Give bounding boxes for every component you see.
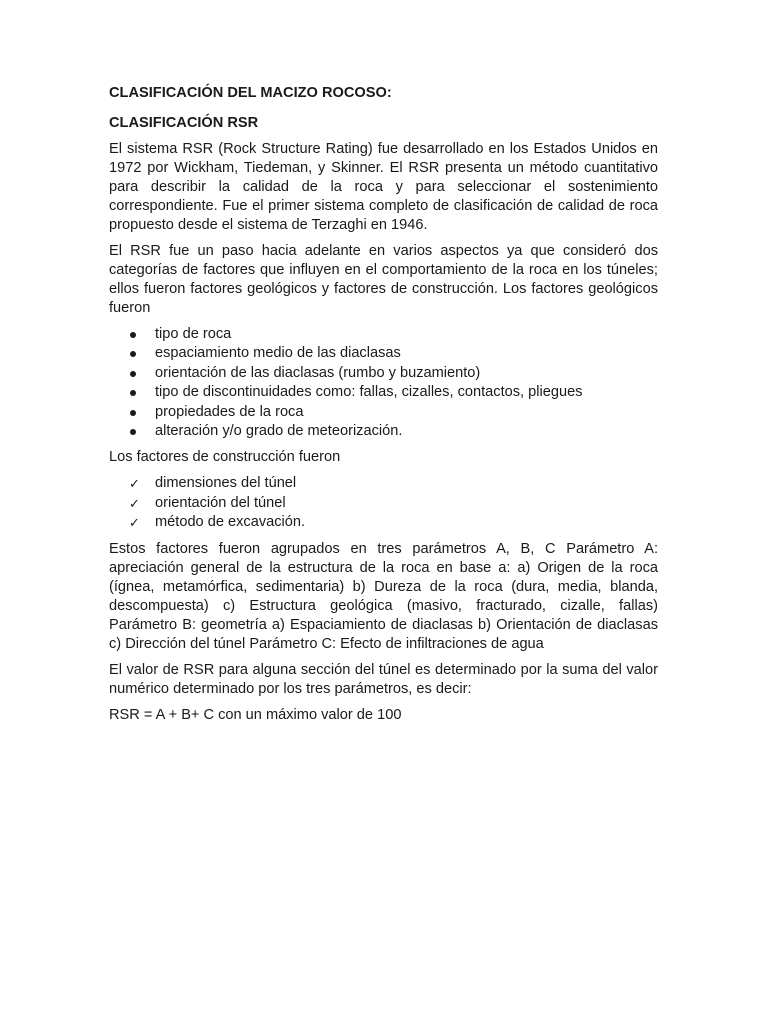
- document-page: [109, 84, 658, 732]
- list-item: tipo de discontinuidades como: fallas, cizalles, contactos, pliegues: [109, 383, 658, 402]
- list-item: ✓ dimensiones del túnel: [129, 475, 297, 492]
- bullet-dot-icon: [130, 390, 136, 396]
- list-item: orientación de las diaclasas (rumbo y buzamiento): [109, 364, 658, 383]
- bullet-dot-icon: [130, 332, 136, 338]
- construction-factors-list: [109, 474, 658, 532]
- bullet-dot-icon: [130, 351, 136, 357]
- list-item: propiedades de la roca: [109, 403, 658, 422]
- section-title: CLASIFICACIÓN RSR: [109, 115, 259, 131]
- list-item: ✓ método de excavación.: [129, 514, 306, 531]
- list-item: alteración y/o grado de meteorización.: [109, 422, 658, 441]
- checkmark-icon: ✓: [129, 515, 140, 531]
- list-item: tipo de roca: [109, 325, 658, 344]
- geological-factors-list: [109, 325, 658, 441]
- document-title: CLASIFICACIÓN DEL MACIZO ROCOSO:: [109, 85, 392, 101]
- checkmark-icon: ✓: [129, 476, 140, 492]
- list-item: espaciamiento medio de las diaclasas: [109, 344, 658, 363]
- bullet-dot-icon: [130, 410, 136, 416]
- paragraph-parameters: Estos factores fueron agrupados en tres parámetros A, B, C Parámetro A: apreciación general de la estructura de la roca en base a: a) Origen de la roca (ígnea, metamórfica, sedimentaria) b) Dureza de la roca (dura, media, blanda, descompuesta) c) Estructura geológica (masivo, fracturado, cizalle, fallas) Parámetro B: geometría a) Espaciamiento de diaclasas b) Orientación de diaclasas c) Dirección del túnel Parámetro C: Efecto de infiltraciones de agua: [109, 540, 658, 652]
- paragraph-categories: El RSR fue un paso hacia adelante en varios aspectos ya que consideró dos categorías de factores que influyen en el comportamiento de la roca en los túneles; ellos fueron factores geológicos y factores de construcción. Los factores geológicos fueron: [109, 243, 658, 316]
- paragraph-intro: El sistema RSR (Rock Structure Rating) fue desarrollado en los Estados Unidos en 1972 por Wickham, Tiedeman, y Skinner. El RSR presenta un método cuantitativo para describir la calidad de la roca y para seleccionar el sostenimiento correspondiente. Fue el primer sistema completo de clasificación de calidad de roca propuesto desde el sistema de Terzaghi en 1946.: [109, 141, 658, 233]
- paragraph-rsr-value: El valor de RSR para alguna sección del túnel es determinado por la suma del valor numérico determinado por los tres parámetros, es decir:: [109, 661, 658, 697]
- list-item: ✓ orientación del túnel: [129, 494, 286, 511]
- checkmark-icon: ✓: [129, 495, 140, 511]
- paragraph-construction-intro: Los factores de construcción fueron: [109, 449, 341, 466]
- bullet-dot-icon: [130, 371, 136, 377]
- bullet-dot-icon: [130, 429, 136, 435]
- rsr-formula: RSR = A + B+ C con un máximo valor de 100: [109, 706, 402, 723]
